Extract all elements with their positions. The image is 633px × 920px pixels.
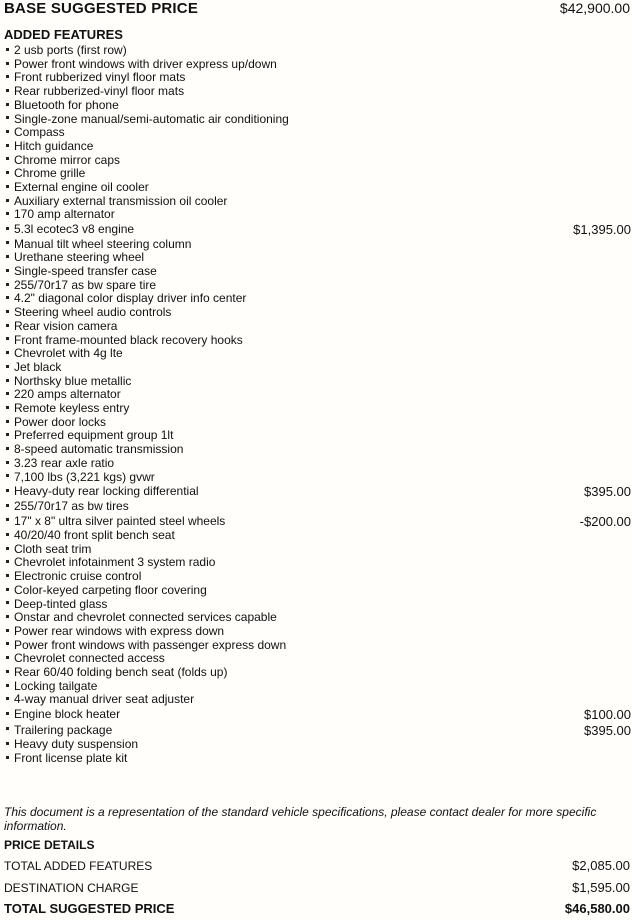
- bullet-icon: [6, 283, 9, 286]
- feature-price: -$200.00: [579, 513, 631, 529]
- feature-price: $1,395.00: [573, 222, 631, 238]
- feature-text-wrap: [4, 556, 215, 570]
- bullet-icon: [6, 62, 9, 65]
- feature-label: Northsky blue metallic: [14, 373, 132, 388]
- feature-price: $395.00: [584, 722, 631, 738]
- bullet-icon: [6, 89, 9, 92]
- feature-label: Front rubberized vinyl floor mats: [14, 70, 186, 85]
- feature-text-wrap: [4, 500, 129, 514]
- bullet-icon: [6, 588, 9, 591]
- feature-text-wrap: [4, 58, 277, 72]
- bullet-icon: [6, 656, 9, 659]
- added-features-title: ADDED FEATURES: [4, 27, 123, 42]
- feature-label: Engine block heater: [14, 707, 121, 722]
- feature-item: [4, 195, 631, 209]
- feature-label: Front frame-mounted black recovery hooks: [14, 332, 243, 347]
- feature-label: Color-keyed carpeting floor covering: [14, 582, 207, 597]
- feature-item: [4, 543, 631, 557]
- feature-text-wrap: [4, 306, 171, 320]
- feature-label: Hitch guidance: [14, 138, 94, 153]
- feature-text-wrap: [4, 584, 207, 598]
- feature-text-wrap: [4, 693, 194, 707]
- feature-label: External engine oil cooler: [14, 180, 149, 195]
- bullet-icon: [6, 157, 9, 160]
- feature-label: Jet black: [14, 359, 62, 374]
- feature-text-wrap: [4, 752, 127, 766]
- bullet-icon: [6, 75, 9, 78]
- feature-text-wrap: [4, 666, 227, 680]
- feature-label: 255/70r17 as bw spare tire: [14, 277, 157, 292]
- feature-item: [4, 140, 631, 154]
- feature-item: [4, 752, 631, 766]
- feature-label: 255/70r17 as bw tires: [14, 498, 129, 513]
- feature-item: [4, 292, 631, 306]
- feature-item: [4, 598, 631, 612]
- feature-item: [4, 44, 631, 58]
- feature-label: 7,100 lbs (3,221 kgs) gvwr: [14, 469, 155, 484]
- feature-item: [4, 238, 631, 252]
- feature-item: [4, 279, 631, 293]
- feature-text-wrap: [4, 292, 246, 306]
- bullet-icon: [6, 379, 9, 382]
- feature-text-wrap: [4, 265, 157, 279]
- feature-text-wrap: [4, 320, 117, 334]
- feature-text-wrap: [4, 334, 243, 348]
- bullet-icon: [6, 461, 9, 464]
- feature-text-wrap: [4, 484, 199, 500]
- bullet-icon: [6, 296, 9, 299]
- feature-text-wrap: [4, 471, 155, 485]
- feature-text-wrap: [4, 652, 165, 666]
- feature-label: 5.3l ecotec3 v8 engine: [14, 222, 135, 237]
- feature-text-wrap: [4, 457, 114, 471]
- destination-row: [4, 880, 630, 895]
- feature-label: Remote keyless entry: [14, 401, 130, 416]
- feature-label: 40/20/40 front split bench seat: [14, 528, 175, 542]
- feature-item: [4, 666, 631, 680]
- feature-text-wrap: [4, 167, 85, 181]
- feature-item: [4, 707, 631, 723]
- bullet-icon: [6, 504, 9, 507]
- feature-item: [4, 167, 631, 181]
- total-added-row: [4, 858, 630, 873]
- bullet-icon: [6, 697, 9, 700]
- feature-text-wrap: [4, 181, 149, 195]
- bullet-icon: [6, 269, 9, 272]
- feature-label: 8-speed automatic transmission: [14, 442, 184, 457]
- feature-text-wrap: [4, 126, 65, 140]
- bullet-icon: [6, 670, 9, 673]
- bullet-icon: [6, 489, 9, 492]
- feature-item: [4, 375, 631, 389]
- bullet-icon: [6, 684, 9, 687]
- feature-item: [4, 584, 631, 598]
- bullet-icon: [6, 533, 9, 536]
- feature-item: [4, 500, 631, 514]
- disclaimer: This document is a representation of the standard vehicle specifications, please contact dealer for more specific information.: [4, 805, 597, 833]
- feature-item: [4, 652, 631, 666]
- feature-text-wrap: [4, 543, 91, 557]
- destination-label: DESTINATION CHARGE: [4, 881, 139, 895]
- feature-label: Front license plate kit: [14, 750, 128, 765]
- total-price-label: TOTAL SUGGESTED PRICE: [4, 901, 175, 916]
- feature-text-wrap: [4, 639, 286, 653]
- feature-label: Power front windows with driver express up/down: [14, 56, 277, 71]
- feature-text-wrap: [4, 154, 120, 168]
- feature-text-wrap: [4, 113, 289, 127]
- feature-text-wrap: [4, 416, 106, 430]
- feature-item: [4, 265, 631, 279]
- feature-item: [4, 306, 631, 320]
- feature-label: Auxiliary external transmission oil cooler: [14, 193, 228, 208]
- feature-label: Compass: [14, 125, 65, 140]
- feature-item: [4, 693, 631, 707]
- feature-text-wrap: [4, 625, 224, 639]
- feature-item: [4, 71, 631, 85]
- feature-label: Chevrolet infotainment 3 system radio: [14, 555, 216, 570]
- feature-item: [4, 334, 631, 348]
- feature-item: [4, 611, 631, 625]
- feature-item: [4, 457, 631, 471]
- feature-text-wrap: [4, 195, 227, 209]
- feature-label: Preferred equipment group 1lt: [14, 428, 174, 443]
- feature-label: Steering wheel audio controls: [14, 305, 172, 320]
- feature-label: Cloth seat trim: [14, 541, 92, 556]
- feature-label: Chrome mirror caps: [14, 152, 121, 167]
- total-price-row: [4, 901, 630, 916]
- bullet-icon: [6, 406, 9, 409]
- bullet-icon: [6, 324, 9, 327]
- bullet-icon: [6, 241, 9, 244]
- feature-item: [4, 416, 631, 430]
- feature-label: Urethane steering wheel: [14, 250, 145, 265]
- feature-item: [4, 154, 631, 168]
- feature-item: [4, 639, 631, 653]
- feature-text-wrap: [4, 723, 112, 739]
- feature-item: [4, 680, 631, 694]
- bullet-icon: [6, 727, 9, 730]
- feature-label: Chevrolet connected access: [14, 651, 165, 666]
- feature-text-wrap: [4, 611, 277, 625]
- bullet-icon: [6, 185, 9, 188]
- feature-text-wrap: [4, 680, 97, 694]
- base-price-row: [4, 0, 630, 17]
- feature-item: [4, 570, 631, 584]
- feature-item: [4, 514, 631, 530]
- bullet-icon: [6, 48, 9, 51]
- bullet-icon: [6, 447, 9, 450]
- total-added-value: $2,085.00: [572, 858, 630, 873]
- feature-label: 17" x 8" ultra silver painted steel wheels: [14, 513, 226, 528]
- feature-price: $395.00: [584, 484, 631, 500]
- feature-item: [4, 113, 631, 127]
- feature-label: Rear rubberized-vinyl floor mats: [14, 84, 185, 99]
- feature-item: [4, 347, 631, 361]
- feature-label: Trailering package: [14, 722, 113, 737]
- feature-item: [4, 388, 631, 402]
- bullet-icon: [6, 310, 9, 313]
- feature-item: [4, 484, 631, 500]
- feature-text-wrap: [4, 279, 156, 293]
- feature-label: Heavy-duty rear locking differential: [14, 484, 199, 499]
- feature-label: Onstar and chevrolet connected services capable: [14, 610, 277, 625]
- bullet-icon: [6, 615, 9, 618]
- feature-text-wrap: [4, 443, 183, 457]
- bullet-icon: [6, 474, 9, 477]
- feature-item: [4, 126, 631, 140]
- feature-text-wrap: [4, 402, 129, 416]
- feature-text-wrap: [4, 598, 107, 612]
- bullet-icon: [6, 103, 9, 106]
- feature-item: [4, 402, 631, 416]
- feature-label: Rear 60/40 folding bench seat (folds up): [14, 665, 228, 680]
- feature-item: [4, 181, 631, 195]
- feature-text-wrap: [4, 85, 184, 99]
- feature-item: [4, 222, 631, 238]
- bullet-icon: [6, 629, 9, 632]
- feature-text-wrap: [4, 738, 138, 752]
- feature-text-wrap: [4, 529, 175, 543]
- feature-text-wrap: [4, 707, 120, 723]
- feature-text-wrap: [4, 222, 134, 238]
- bullet-icon: [6, 130, 9, 133]
- feature-item: [4, 58, 631, 72]
- feature-text-wrap: [4, 429, 173, 443]
- feature-label: 4.2" diagonal color display driver info center: [14, 291, 247, 306]
- feature-item: [4, 471, 631, 485]
- base-price-label: BASE SUGGESTED PRICE: [4, 0, 199, 17]
- bullet-icon: [6, 116, 9, 119]
- feature-label: Heavy duty suspension: [14, 737, 139, 752]
- bullet-icon: [6, 560, 9, 563]
- bullet-icon: [6, 171, 9, 174]
- feature-text-wrap: [4, 208, 115, 222]
- feature-text-wrap: [4, 570, 141, 584]
- feature-label: Manual tilt wheel steering column: [14, 236, 192, 251]
- bullet-icon: [6, 433, 9, 436]
- base-price-value: $42,900.00: [559, 0, 630, 16]
- total-price-value: $46,580.00: [564, 901, 630, 916]
- feature-text-wrap: [4, 251, 144, 265]
- feature-label: Bluetooth for phone: [14, 97, 119, 112]
- bullet-icon: [6, 144, 9, 147]
- feature-text-wrap: [4, 347, 123, 361]
- feature-item: [4, 208, 631, 222]
- bullet-icon: [6, 574, 9, 577]
- bullet-icon: [6, 212, 9, 215]
- feature-text-wrap: [4, 99, 119, 113]
- bullet-icon: [6, 392, 9, 395]
- bullet-icon: [6, 547, 9, 550]
- feature-label: Electronic cruise control: [14, 569, 142, 584]
- price-details-title: PRICE DETAILS: [4, 838, 95, 852]
- feature-item: [4, 625, 631, 639]
- feature-label: Power front windows with passenger express down: [14, 637, 287, 652]
- bullet-icon: [6, 337, 9, 340]
- feature-text-wrap: [4, 140, 93, 154]
- bullet-icon: [6, 642, 9, 645]
- feature-label: 4-way manual driver seat adjuster: [14, 692, 195, 707]
- feature-label: 170 amp alternator: [14, 207, 115, 222]
- bullet-icon: [6, 227, 9, 230]
- feature-text-wrap: [4, 238, 191, 252]
- feature-price: $100.00: [584, 707, 631, 723]
- feature-item: [4, 99, 631, 113]
- bullet-icon: [6, 199, 9, 202]
- feature-item: [4, 443, 631, 457]
- bullet-icon: [6, 351, 9, 354]
- feature-item: [4, 529, 631, 543]
- feature-label: Deep-tinted glass: [14, 596, 108, 611]
- feature-item: [4, 429, 631, 443]
- bullet-icon: [6, 756, 9, 759]
- feature-text-wrap: [4, 361, 61, 375]
- feature-item: [4, 85, 631, 99]
- feature-item: [4, 556, 631, 570]
- destination-value: $1,595.00: [572, 880, 630, 895]
- feature-label: Rear vision camera: [14, 318, 118, 333]
- feature-label: 220 amps alternator: [14, 387, 121, 402]
- feature-label: 2 usb ports (first row): [14, 43, 127, 57]
- feature-text-wrap: [4, 44, 127, 58]
- feature-label: Power door locks: [14, 414, 107, 429]
- bullet-icon: [6, 365, 9, 368]
- feature-label: Chrome grille: [14, 166, 86, 181]
- feature-text-wrap: [4, 514, 225, 530]
- bullet-icon: [6, 742, 9, 745]
- bullet-icon: [6, 420, 9, 423]
- feature-item: [4, 361, 631, 375]
- bullet-icon: [6, 518, 9, 521]
- feature-text-wrap: [4, 375, 131, 389]
- feature-item: [4, 320, 631, 334]
- bullet-icon: [6, 712, 9, 715]
- feature-label: Single-speed transfer case: [14, 264, 157, 279]
- bullet-icon: [6, 255, 9, 258]
- total-added-label: TOTAL ADDED FEATURES: [4, 859, 153, 873]
- feature-list: [4, 44, 631, 766]
- feature-label: Power rear windows with express down: [14, 623, 225, 638]
- feature-text-wrap: [4, 388, 121, 402]
- feature-label: Single-zone manual/semi-automatic air conditioning: [14, 111, 289, 126]
- feature-label: Locking tailgate: [14, 678, 98, 693]
- feature-label: 3.23 rear axle ratio: [14, 455, 115, 470]
- bullet-icon: [6, 601, 9, 604]
- feature-text-wrap: [4, 71, 185, 85]
- feature-item: [4, 251, 631, 265]
- feature-item: [4, 738, 631, 752]
- feature-label: Chevrolet with 4g lte: [14, 346, 123, 361]
- feature-item: [4, 723, 631, 739]
